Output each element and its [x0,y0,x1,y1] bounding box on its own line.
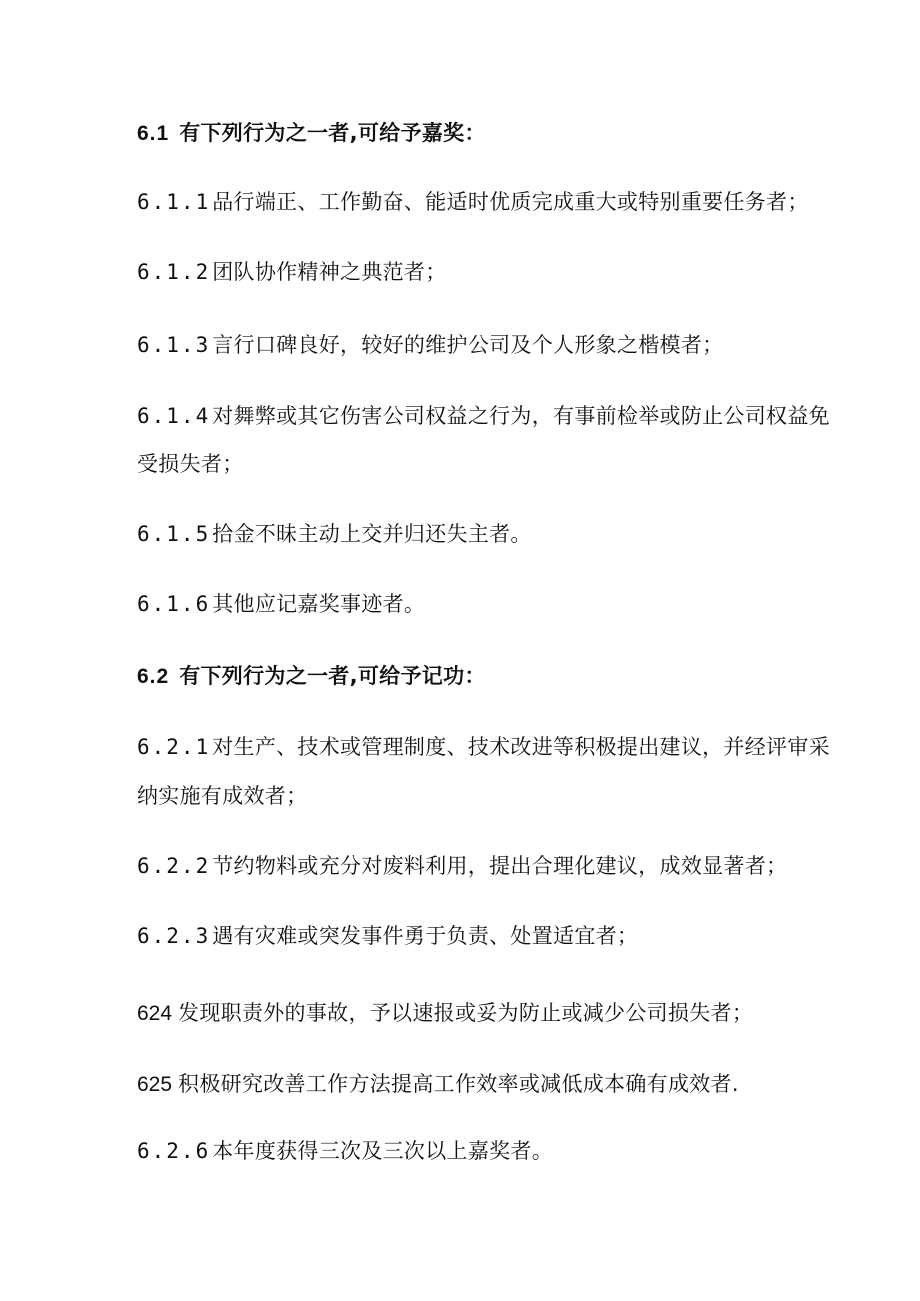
item-text: 对舞弊或其它伤害公司权益之行为，有事前检举或防止公司权益免 [212,404,830,428]
list-item-continuation: 纳实施有成效者； [137,784,308,808]
item-number: 625 [137,1073,173,1096]
item-number: 6.2.1 [137,735,211,759]
item-text: 品行端正、工作勤奋、能适时优质完成重大或特别重要任务者； [212,190,809,214]
list-item [137,331,837,359]
item-number: 6.1.2 [137,260,211,284]
list-item [137,922,837,950]
item-text: 团队协作精神之典范者； [212,260,447,284]
item-number: 6.1.4 [137,404,211,428]
list-item [137,520,837,548]
list-item [137,188,837,216]
item-number: 6.1.3 [137,333,211,357]
list-item-continuation: 受损失者； [137,452,244,476]
item-text: 对生产、技术或管理制度、技术改进等积极提出建议，并经评审采 [212,735,830,759]
item-text: 其他应记嘉奖事迹者。 [212,592,426,616]
section-title: 有下列行为之一者,可给予嘉奖： [179,121,486,145]
section-title: 有下列行为之一者,可给予记功： [179,664,486,688]
item-text: 发现职责外的事故，予以速报或妥为防止或减少公司损失者； [178,1001,754,1025]
item-number: 6.1.6 [137,592,211,616]
list-item [137,590,837,618]
list-item [137,852,837,880]
item-text: 言行口碑良好，较好的维护公司及个人形象之楷模者； [212,333,724,357]
section-6-2-heading [137,662,837,691]
item-text: 积极研究改善工作方法提高工作效率或减低成本确有成效者. [178,1072,739,1096]
list-item [137,1070,837,1099]
list-item [137,402,837,430]
item-text: 节约物料或充分对废料利用，提出合理化建议，成效显著者； [212,854,788,878]
item-text: 本年度获得三次及三次以上嘉奖者。 [212,1139,554,1163]
item-number: 624 [137,1002,173,1025]
list-item [137,999,837,1028]
list-item [137,258,837,286]
item-number: 6.1.1 [137,190,211,214]
list-item [137,733,837,761]
list-item [137,1137,837,1165]
item-text: 拾金不昧主动上交并归还失主者。 [212,522,532,546]
item-number: 6.1.5 [137,522,211,546]
item-text: 遇有灾难或突发事件勇于负责、处置适宜者； [212,924,639,948]
section-number: 6.1 [137,122,170,145]
section-number: 6.2 [137,665,170,688]
section-6-1-heading [137,119,837,148]
item-number: 6.2.2 [137,854,211,878]
item-number: 6.2.6 [137,1139,211,1163]
item-number: 6.2.3 [137,924,211,948]
